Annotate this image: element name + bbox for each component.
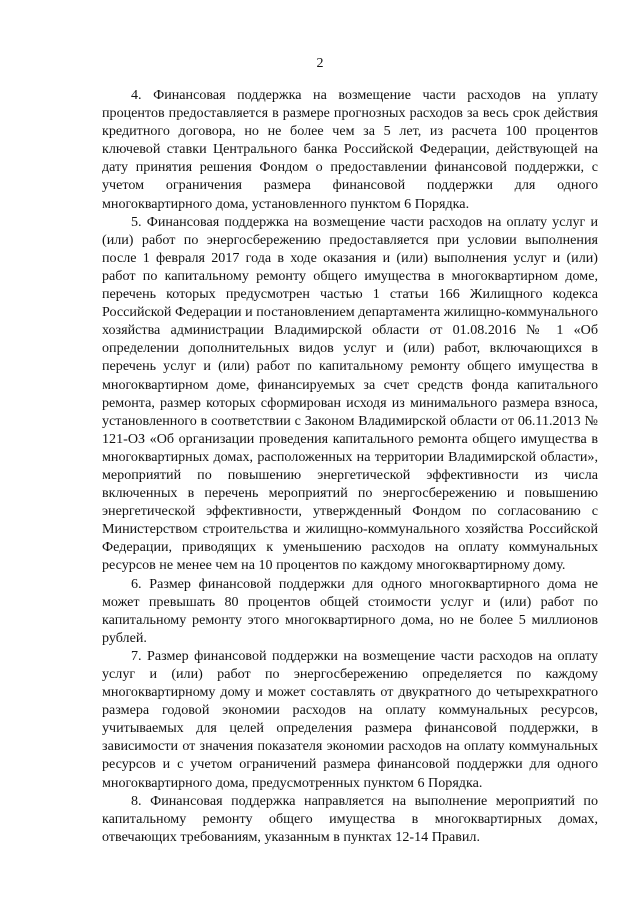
paragraph-6: 6. Размер финансовой поддержки для одного многоквартирного дома не может превышать 80 процентов общей стоимости услуг и (или) работ по капитальному ремонту этого многоквартирного дома, но не более 5 миллионов рублей.	[102, 575, 598, 646]
paragraph-5: 5. Финансовая поддержка на возмещение части расходов на оплату услуг и (или) работ по энергосбережению предоставляется при условии выполнения после 1 февраля 2017 года в ходе оказания и (или) выполнения услуг и (или) работ по капитальному ремонту общего имущества в многоквартирном доме, перечень которых предусмотрен частью 1 статьи 166 Жилищного кодекса Российской Федерации и постановлением департамента жилищно-коммунального хозяйства администрации Владимирской области от 01.08.2016 № 1 «Об определении дополнительных видов услуг и (или) работ, включающихся в перечень услуг и (или) работ по капитальному ремонту общего имущества в многоквартирном доме, финансируемых за счет средств фонда капитального ремонта, размер которых сформирован исходя из минимального размера взноса, установленного в соответствии с Законом Владимирской области от 06.11.2013 № 121-ОЗ «Об организации проведения капитального ремонта общего имущества в многоквартирных домах, расположенных на территории Владимирской области», мероприятий по повышению энергетической эффективности из числа включенных в перечень мероприятий по энергосбережению и повышению энергетической эффективности, утвержденный Фондом по согласованию с Министерством строительства и жилищно-коммунального хозяйства Российской Федерации, приводящих к уменьшению расходов на оплату коммунальных ресурсов не менее чем на 10 процентов по каждому многоквартирному дому.	[102, 213, 598, 574]
paragraph-8: 8. Финансовая поддержка направляется на выполнение мероприятий по капитальному ремонту общего имущества в многоквартирных домах, отвечающих требованиям, указанным в пунктах 12-14 Правил.	[102, 792, 598, 845]
paragraph-7: 7. Размер финансовой поддержки на возмещение части расходов на оплату услуг и (или) работ по энергосбережению определяется по каждому многоквартирному дому и может составлять от двукратного до четырехкратного размера годовой экономии расходов на оплату коммунальных ресурсов, учитываемых для целей определения размера финансовой поддержки, в зависимости от значения показателя экономии расходов на оплату коммунальных ресурсов и с учетом ограничений размера финансовой поддержки для одного многоквартирного дома, предусмотренных пунктом 6 Порядка.	[102, 647, 598, 791]
page-number: 2	[316, 56, 324, 71]
paragraph-4: 4. Финансовая поддержка на возмещение части расходов на уплату процентов предоставляется в размере прогнозных расходов за весь срок действия кредитного договора, но не более чем за 5 лет, из расчета 100 процентов ключевой ставки Центрального банка Российской Федерации, действующей на дату принятия решения Фондом о предоставлении финансовой поддержки, с учетом ограничения размера финансовой поддержки для одного многоквартирного дома, установленного пунктом 6 Порядка.	[102, 87, 598, 212]
document-body	[102, 86, 598, 846]
